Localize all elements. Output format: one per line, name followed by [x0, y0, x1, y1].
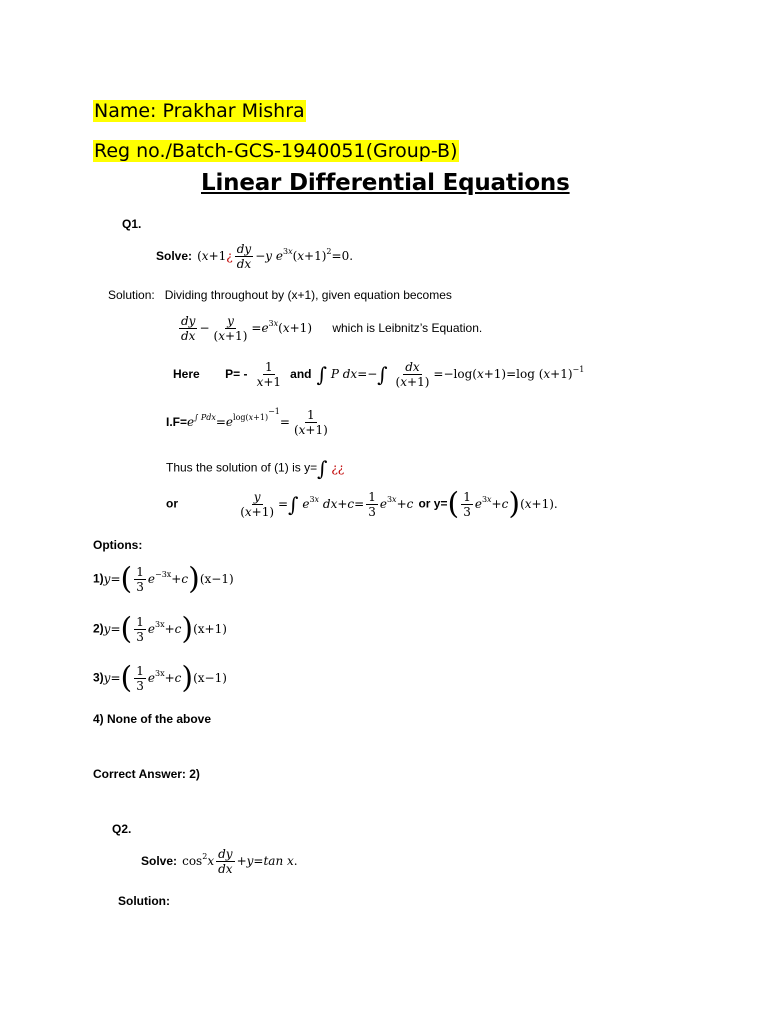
or-math: $\frac{y}{(x+1)}$ =∫ $e^{3x}$ dx+c= $\frac{1}{3}$ $e^{3x}+c$: [240, 489, 414, 519]
q1-equation-math: (x+1¿ $\frac{dy}{dx}$ −y $e^{3x}(x+1)^2=0$.: [197, 242, 354, 271]
q1-p-line: [173, 360, 584, 389]
q1-equation: [156, 242, 353, 271]
registration-number-text: Reg no./Batch-GCS-1940051(Group-B): [94, 140, 458, 162]
if-math: $e^{\int Pdx}=e^{log(x+1)^{-1}}=$ $\frac{1}{(x+1)}$: [187, 407, 328, 437]
q2-solve-label: Solve:: [141, 854, 178, 868]
q2-solution-label: Solution:: [118, 894, 170, 908]
thus-text: Thus the solution of (1) is y=: [166, 460, 318, 475]
thus-math: ∫ ¿¿: [317, 456, 345, 480]
q1-solution-line: [108, 288, 452, 302]
leibnitz-text: which is Leibnitz’s Equation.: [332, 321, 483, 335]
registration-number: [93, 140, 459, 162]
option-tail: (x−1): [199, 571, 234, 586]
q1-solution-label: Solution:: [108, 288, 155, 302]
or-label: or: [166, 496, 178, 511]
options-label: Options:: [93, 538, 143, 552]
q1-solution-text: Dividing throughout by (x+1), given equation becomes: [164, 288, 452, 302]
q1-leibnitz-equation: [177, 314, 482, 343]
integral-p-math: ∫ P dx=−∫ $\frac{dx}{(x+1)}$ =−log(x+1)=log $(x+1)^{-1}$: [316, 360, 585, 389]
option-1: [93, 561, 234, 596]
option-4: 4) None of the above: [93, 712, 212, 726]
q2-equation: [141, 847, 298, 876]
if-label: I.F=: [166, 415, 188, 429]
q2-label: Q2.: [112, 822, 132, 836]
p-value-math: $\frac{1}{x+1}$: [256, 360, 282, 389]
option-tail: (x+1): [193, 621, 227, 636]
q1-label: Q1.: [122, 217, 142, 231]
or-y-math: ( $\frac{1}{3}$ $e^{3x}+c)(x+1)$.: [447, 486, 558, 521]
option-exponent: 3x: [154, 668, 165, 678]
student-name: [93, 100, 306, 122]
option-math: y=( $\frac{1}{3}$ $e^{-3x}+c)(x-1)$: [103, 561, 234, 596]
option-math: y=( $\frac{1}{3}$ $e^{3x}+c)(x-1)$: [103, 660, 227, 695]
q1-or-line: [166, 486, 558, 521]
q1-integrating-factor: [166, 407, 332, 437]
q2-equation-math: $\cos^2x$ $\frac{dy}{dx}$ +y=tan x.: [182, 847, 298, 876]
here-label: Here: [173, 367, 200, 381]
option-tail: (x−1): [193, 670, 227, 685]
option-number: 1): [93, 571, 104, 586]
option-exponent: −3x: [154, 569, 172, 579]
option-3: [93, 660, 227, 695]
option-number: 3): [93, 670, 104, 685]
option-math: y=( $\frac{1}{3}$ $e^{3x}+c)(x+1)$: [103, 611, 227, 646]
page-title: Linear Differential Equations: [201, 170, 570, 196]
student-name-text: Name: Prakhar Mishra: [94, 100, 305, 122]
leibnitz-math: $\frac{dy}{dx}$ − $\frac{y}{(x+1)}$ $=e^{3x}(x+1)$: [181, 314, 312, 343]
and-label: and: [290, 367, 312, 381]
option-2: [93, 611, 227, 646]
or-y-label: or y=: [418, 496, 448, 511]
p-label: P= -: [225, 367, 248, 381]
q1-solve-label: Solve:: [156, 249, 193, 263]
option-number: 2): [93, 621, 104, 636]
correct-answer: Correct Answer: 2): [93, 767, 200, 781]
q1-thus-line: [166, 456, 344, 480]
option-exponent: 3x: [154, 619, 165, 629]
